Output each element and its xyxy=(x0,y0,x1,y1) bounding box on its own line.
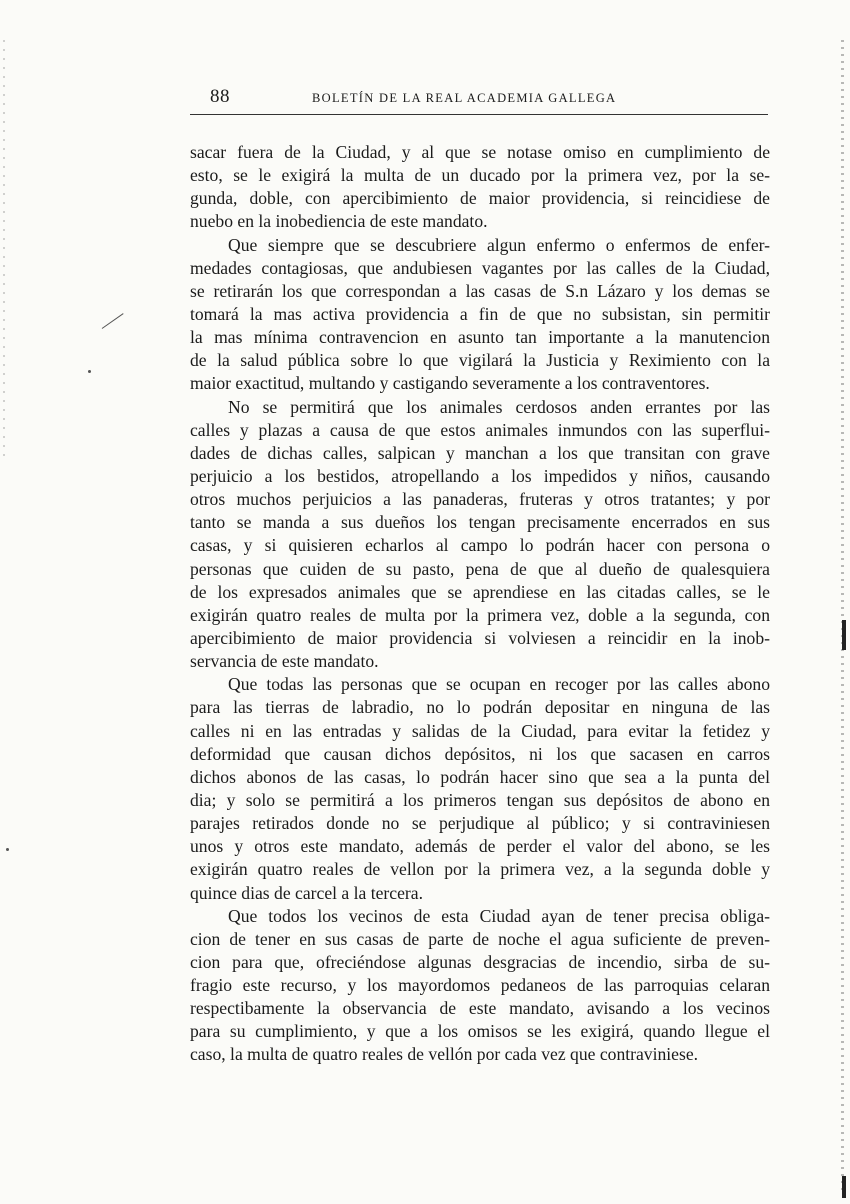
text-line: exigirán quatro reales de vellon por la primera vez, a la segunda doble y xyxy=(190,859,770,880)
text-line: quince dias de carcel a la tercera. xyxy=(190,882,423,903)
text-line: cion de tener en sus casas de parte de noche el agua suficiente de preven- xyxy=(190,928,770,949)
text-line: para las tierras de labradio, no lo podrán depositar en ninguna de las xyxy=(190,697,770,718)
text-line: esto, se le exigirá la multa de un ducado por la primera vez, por la se- xyxy=(190,165,770,186)
text-line: nuebo en la inobediencia de este mandato. xyxy=(190,211,488,232)
text-line: Que todos los vecinos de esta Ciudad ayan de tener precisa obliga- xyxy=(228,905,770,926)
text-line: de los expresados animales que se aprendiese en las citadas calles, se le xyxy=(190,581,770,602)
paragraph xyxy=(190,396,770,674)
text-line: unos y otros este mandato, además de perder el valor del abono, se les xyxy=(190,836,770,857)
paragraph xyxy=(190,673,770,904)
body-text xyxy=(190,141,770,1067)
scan-edge-artifact-right xyxy=(841,40,844,1190)
text-line: servancia de este mandato. xyxy=(190,651,379,672)
margin-dot xyxy=(6,848,9,851)
text-line: perjuicio a los bestidos, atropellando a los impedidos y niños, causando xyxy=(190,465,770,486)
text-line: tanto se manda a sus dueños los tengan precisamente encerrados en sus xyxy=(190,512,770,533)
page-number: 88 xyxy=(210,86,230,107)
text-line: calles y plazas a causa de que estos animales inmundos con las superflui- xyxy=(190,419,770,440)
text-line: maior exactitud, multando y castigando severamente a los contraventores. xyxy=(190,373,710,394)
text-line: dades de dichas calles, salpican y manchan a los que transitan con grave xyxy=(190,442,770,463)
paragraph xyxy=(190,905,770,1067)
text-line: Que siempre que se descubriere algun enfermo o enfermos de enfer- xyxy=(228,234,770,255)
text-line: dia; y solo se permitirá a los primeros tengan sus depósitos de abono en xyxy=(190,789,770,810)
text-line: la mas mínima contravencion en asunto tan importante a la manutencion xyxy=(190,327,770,348)
running-title: BOLETÍN DE LA REAL ACADEMIA GALLEGA xyxy=(312,91,617,105)
text-line: respectibamente la observancia de este mandato, avisando a los vecinos xyxy=(190,998,770,1019)
scan-edge-artifact-left xyxy=(3,40,5,460)
scan-edge-mark xyxy=(842,620,846,650)
text-line: de la salud pública sobre lo que vigilará la Justicia y Reximiento con la xyxy=(190,350,770,371)
text-line: fragio este recurso, y los mayordomos pedaneos de las parroquias celaran xyxy=(190,975,770,996)
text-line: medades contagiosas, que andubiesen vagantes por las calles de la Ciudad, xyxy=(190,257,770,278)
text-line: sacar fuera de la Ciudad, y al que se notase omiso en cumplimiento de xyxy=(190,142,770,162)
paragraph xyxy=(190,234,770,396)
page-header xyxy=(190,86,770,118)
text-line: tomará la mas activa providencia a fin de que no subsistan, sin permitir xyxy=(190,303,770,324)
text-line: calles ni en las entradas y salidas de la Ciudad, para evitar la fetidez y xyxy=(190,720,770,741)
text-line: otros muchos perjuicios a las panaderas, fruteras y otros tratantes; y por xyxy=(190,489,770,510)
header-rule xyxy=(190,114,768,115)
text-line: dichos abonos de las casas, lo podrán hacer sino que sea a la punta del xyxy=(190,766,770,787)
text-line: cion para que, ofreciéndose algunas desgracias de incendio, sirba de su- xyxy=(190,951,770,972)
text-line: personas que cuiden de su pasto, pena de que al dueño de qualesquiera xyxy=(190,558,770,579)
text-line: deformidad que causan dichos depósitos, ni los que sacasen en carros xyxy=(190,743,770,764)
text-line: se retirarán los que correspondan a las casas de S.n Lázaro y los demas se xyxy=(190,280,770,301)
text-line: apercibimiento de maior providencia si volviesen a reincidir en la inob- xyxy=(190,627,770,648)
scan-edge-mark xyxy=(842,1176,846,1198)
text-line: caso, la multa de quatro reales de vellón por cada vez que contraviniese. xyxy=(190,1044,699,1065)
text-line: casas, y si quisieren echarlos al campo lo podrán hacer con persona o xyxy=(190,535,770,556)
text-line: Que todas las personas que se ocupan en recoger por las calles abono xyxy=(228,674,770,695)
text-line: No se permitirá que los animales cerdosos anden errantes por las xyxy=(228,396,770,417)
paragraph xyxy=(190,141,770,234)
text-line: exigirán quatro reales de multa por la primera vez, doble a la segunda, con xyxy=(190,604,770,625)
text-line: gunda, doble, con apercibimiento de maior providencia, si reincidiese de xyxy=(190,188,770,209)
margin-pencil-mark xyxy=(102,313,124,329)
margin-dot xyxy=(88,370,91,373)
text-line: para su cumplimiento, y que a los omisos se les exigirá, quando llegue el xyxy=(190,1021,770,1042)
text-line: parajes retirados donde no se perjudique al público; y si contraviniesen xyxy=(190,813,770,834)
